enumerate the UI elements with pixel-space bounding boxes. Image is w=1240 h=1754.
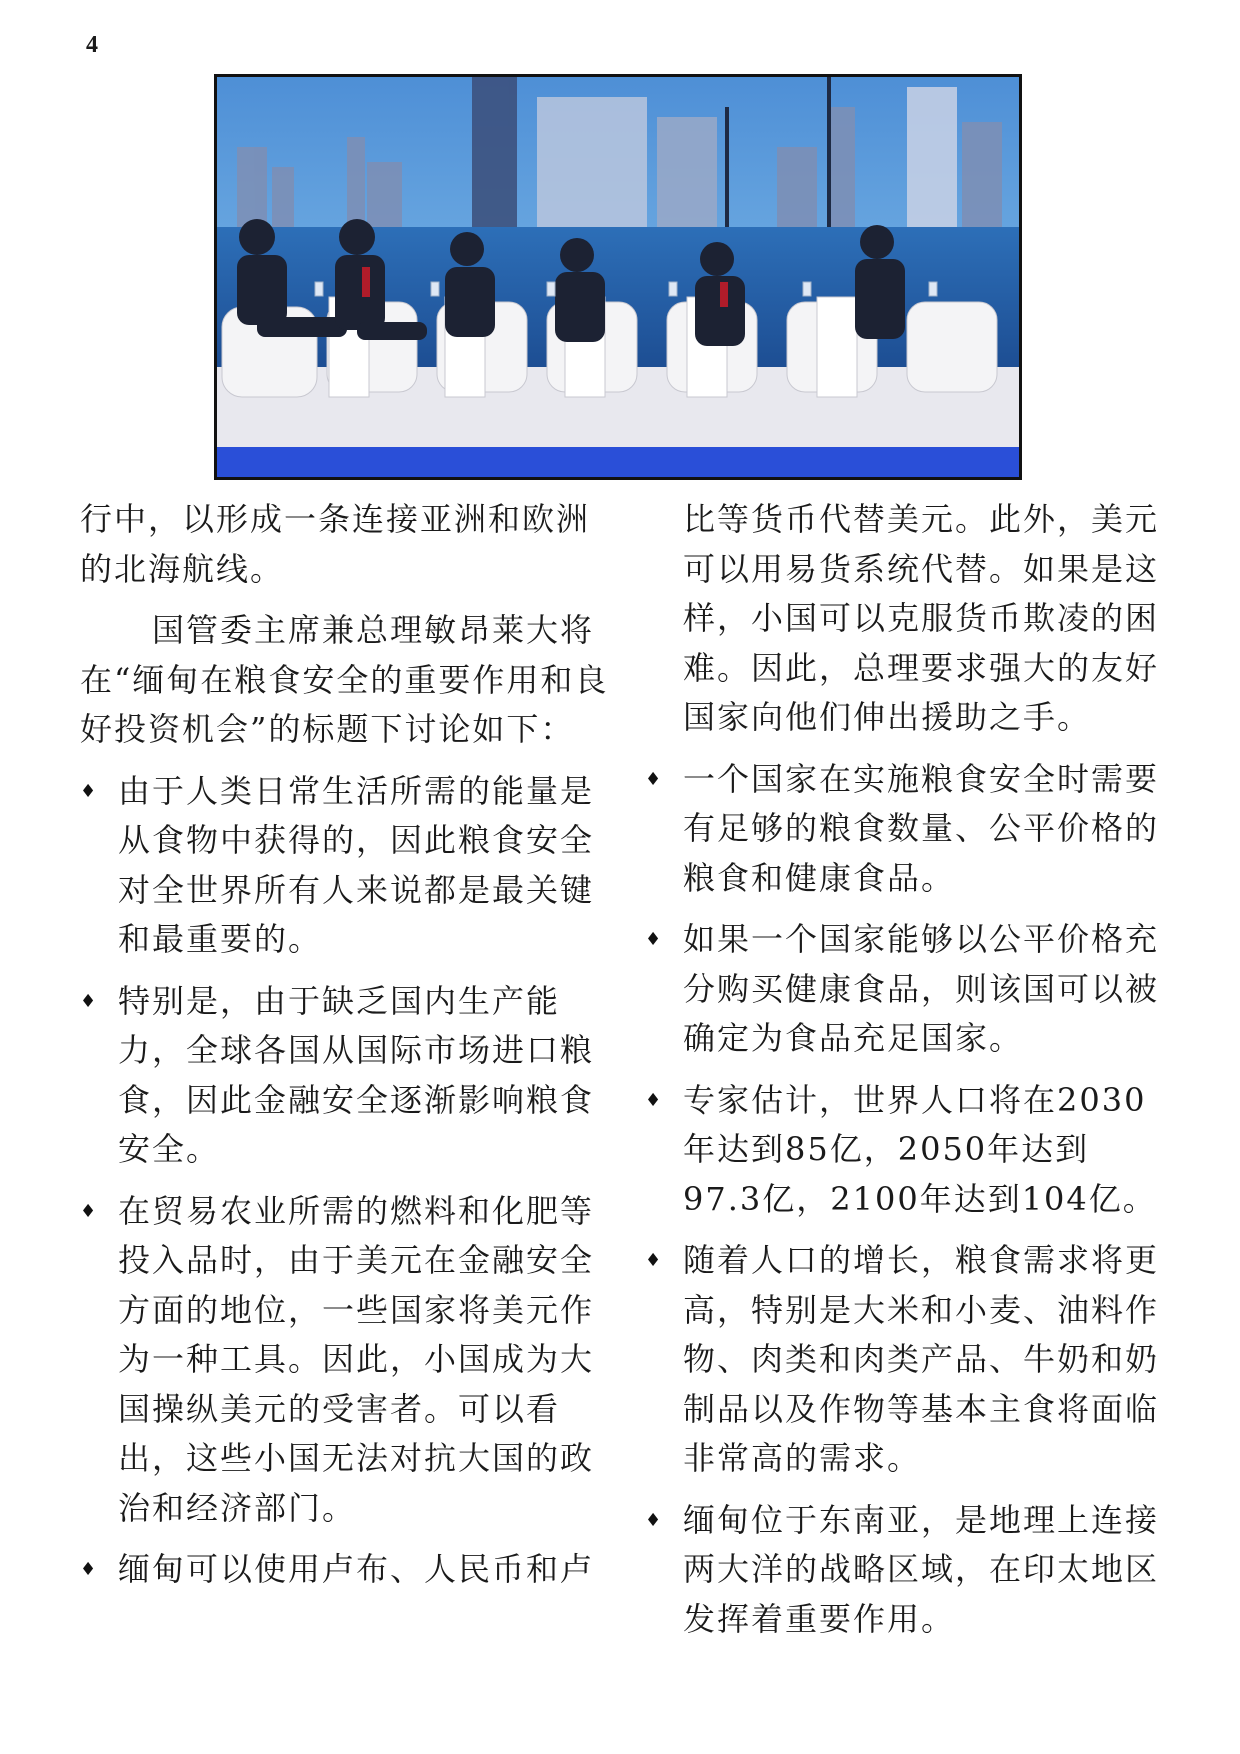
list-item: [645, 1076, 1165, 1225]
left-column: [80, 495, 610, 1607]
diamond-bullet-icon: ♦: [645, 929, 664, 950]
list-item: [80, 1187, 610, 1534]
list-item-text: 特别是，由于缺乏国内生产能力，全球各国从国际市场进口粮食，因此金融安全逐渐影响粮食安全。: [118, 981, 595, 1168]
list-item: [645, 755, 1165, 904]
list-item-text: 一个国家在实施粮食安全时需要有足够的粮食数量、公平价格的粮食和健康食品。: [683, 759, 1160, 897]
list-item: [645, 1496, 1165, 1645]
intro-paragraph: 国管委主席兼总理敏昂莱大将在“缅甸在粮食安全的重要作用和良好投资机会”的标题下讨论如下：: [80, 611, 609, 748]
list-item-text: 随着人口的增长，粮食需求将更高，特别是大米和小麦、油料作物、肉类和肉类产品、牛奶和奶制品以及作物等基本主食将面临非常高的需求。: [683, 1241, 1160, 1477]
diamond-bullet-icon: ♦: [645, 1250, 664, 1271]
left-bullet-list: [80, 767, 610, 1595]
list-item-text: 缅甸可以使用卢布、人民币和卢: [118, 1550, 595, 1588]
right-bullet-list: [645, 755, 1165, 1645]
list-item-text: 专家估计，世界人口将在2030年达到85亿，2050年达到97.3亿，2100年达到104亿。: [683, 1080, 1157, 1218]
diamond-bullet-icon: ♦: [645, 1509, 664, 1531]
left-continuation-paragraph: 行中，以形成一条连接亚洲和欧洲的北海航线。: [80, 500, 591, 588]
list-item-text: 在贸易农业所需的燃料和化肥等投入品时，由于美元在金融安全方面的地位，一些国家将美元作为一种工具。因此，小国成为大国操纵美元的受害者。可以看出，这些小国无法对抗大国的政治和经济部门。: [118, 1191, 595, 1527]
list-item-text: 如果一个国家能够以公平价格充分购买健康食品，则该国可以被确定为食品充足国家。: [683, 920, 1160, 1057]
conference-panel-photo: [214, 74, 1022, 480]
list-item: [80, 767, 610, 965]
list-item: [645, 1236, 1165, 1484]
diamond-bullet-icon: ♦: [645, 1089, 664, 1111]
diamond-bullet-icon: ♦: [80, 1200, 99, 1222]
page-number: 4: [86, 32, 98, 58]
photo-illustration: [217, 77, 1019, 477]
list-item-text: 缅甸位于东南亚，是地理上连接两大洋的战略区域，在印太地区发挥着重要作用。: [683, 1500, 1160, 1638]
right-continuation-paragraph: 比等货币代替美元。此外，美元可以用易货系统代替。如果是这样，小国可以克服货币欺凌的困难。因此，总理要求强大的友好国家向他们伸出援助之手。: [683, 500, 1160, 736]
diamond-bullet-icon: ♦: [80, 780, 99, 802]
diamond-bullet-icon: ♦: [80, 1559, 99, 1580]
list-item: [645, 915, 1165, 1064]
right-column: [645, 495, 1165, 1656]
diamond-bullet-icon: ♦: [645, 768, 664, 790]
list-item-text: 由于人类日常生活所需的能量是从食物中获得的，因此粮食安全对全世界所有人来说都是最关键和最重要的。: [118, 771, 595, 958]
list-item: [80, 1545, 610, 1595]
list-item: [80, 977, 610, 1175]
diamond-bullet-icon: ♦: [80, 990, 99, 1012]
